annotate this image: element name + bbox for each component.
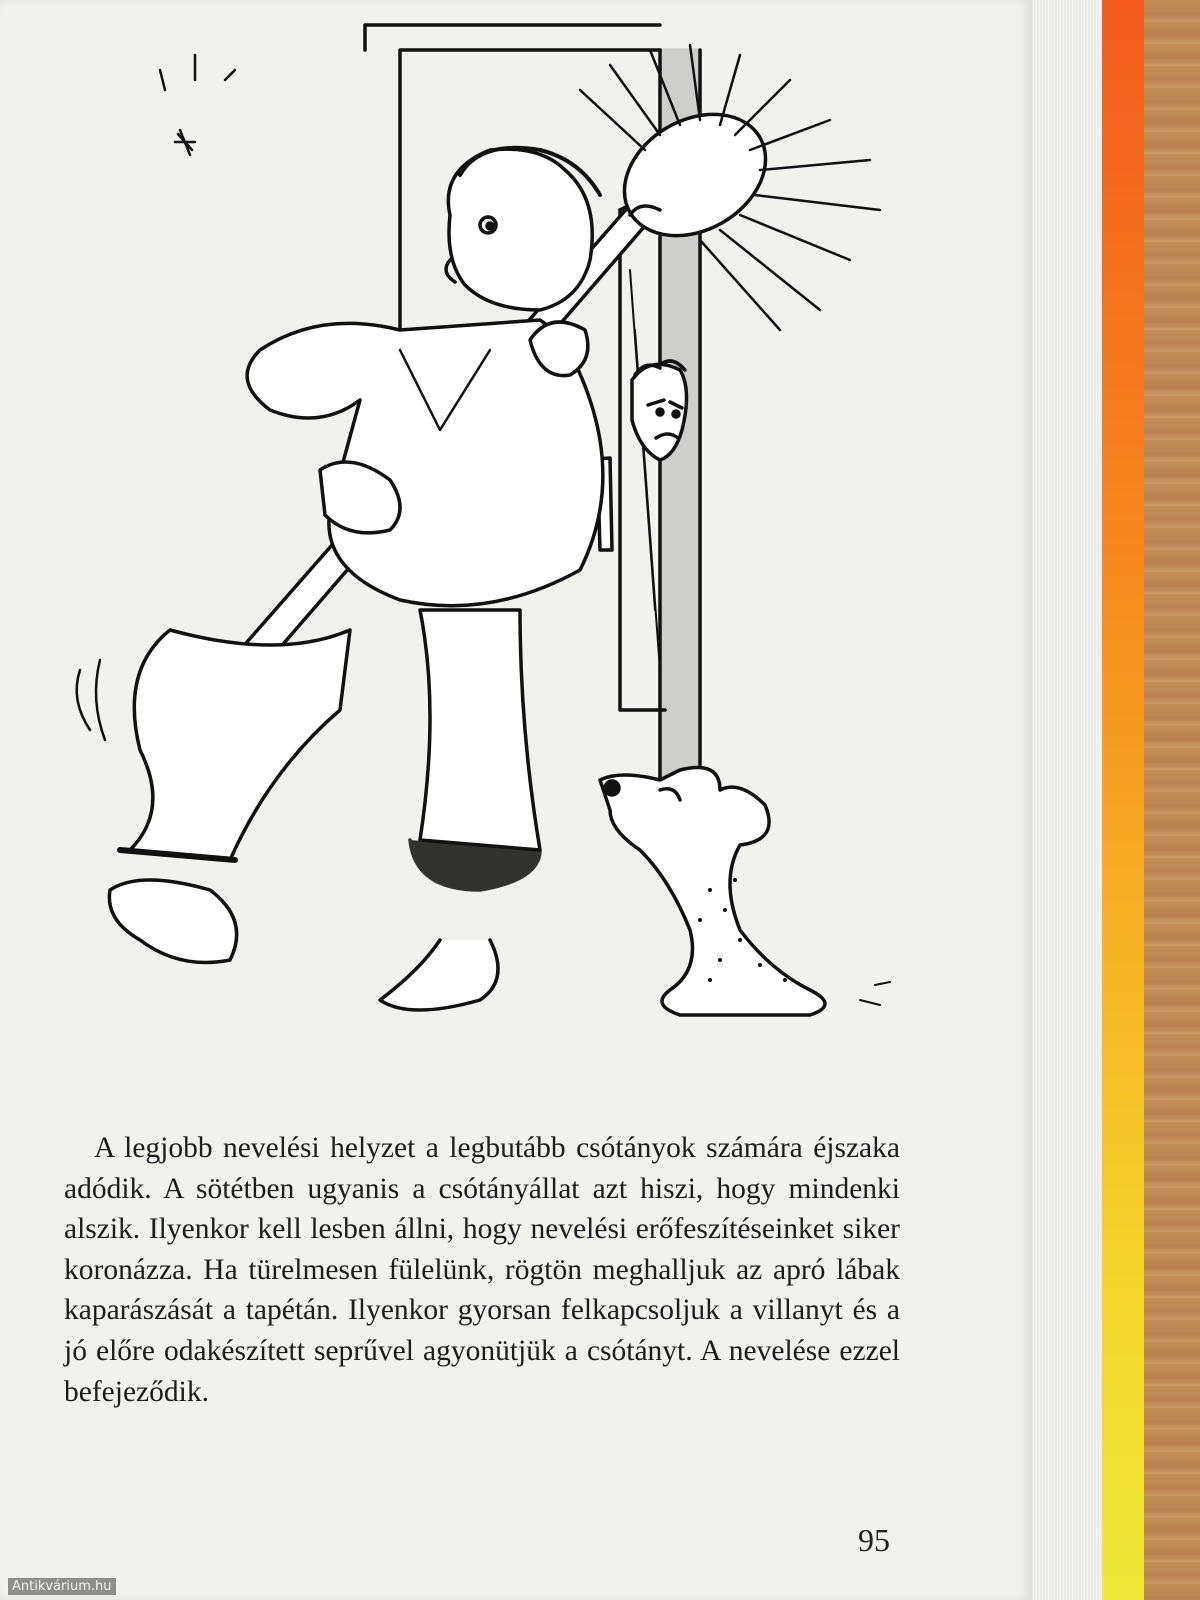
page-edges xyxy=(1032,0,1102,1600)
body-paragraph: A legjobb nevelési helyzet a legbutább csótányok számára éjszaka adódik. A sötétben ugyanis a csótányállat azt hiszi, hogy mindenki alszik. Ilyenkor kell lesben állni, hogy nevelési erőfeszítéseinket siker koronázza. Ha türelmesen fülelünk, rögtön meghalljuk az apró lábak kaparászását a tapétán. Ilyenkor gyorsan felkapcsoljuk a villanyt és a jó előre odakészített seprűvel agyonütjük a csótányt. A nevelése ezzel befejeződik. xyxy=(64,1132,900,1408)
book-cover-edge xyxy=(1102,0,1144,1600)
watermark: Antikvárium.hu xyxy=(8,1578,116,1595)
page-number: 95 xyxy=(858,1522,890,1558)
table-surface xyxy=(1144,0,1200,1600)
dog-figure xyxy=(600,768,890,1016)
cartoon-illustration xyxy=(20,10,920,1080)
